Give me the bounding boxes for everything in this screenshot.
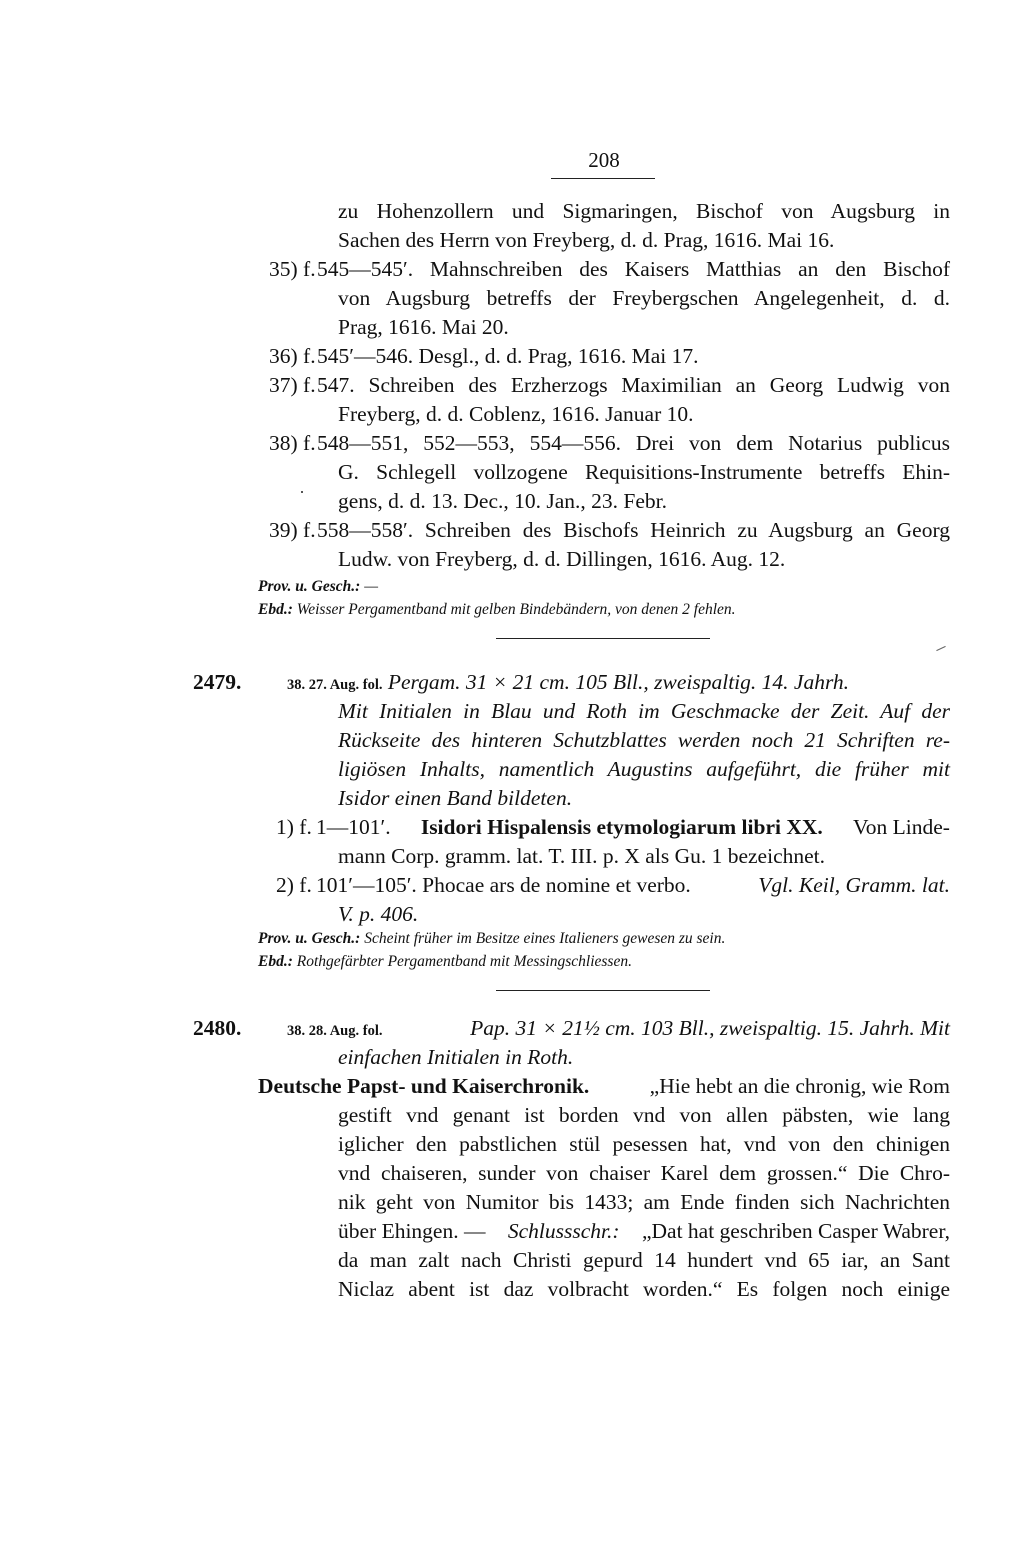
prov-text: Scheint früher im Besitze eines Italieners gewesen zu sein. xyxy=(360,930,726,947)
text-line: zu Hohenzollern und Sigmaringen, Bischof von Augsburg in xyxy=(338,199,950,223)
item-number: 1) f. xyxy=(276,815,312,839)
description-line: ligiösen Inhalts, namentlich Augustins aufgeführt, die früher mit xyxy=(338,757,950,781)
entry-number: 2479. xyxy=(193,670,242,694)
ebd-label: Ebd.: xyxy=(258,953,293,970)
text-line: Freyberg, d. d. Coblenz, 1616. Januar 10. xyxy=(338,402,694,426)
text-line: G. Schlegell vollzogene Requisitions-Instrumente betreffs Ehin- xyxy=(338,460,950,484)
text-line: gens, d. d. 13. Dec., 10. Jan., 23. Febr. xyxy=(338,489,668,513)
text-line: gestift vnd genant ist borden vnd von allen päbsten, wie lang xyxy=(338,1103,950,1127)
text-line: Prag, 1616. Mai 20. xyxy=(338,315,509,339)
text-line: mann Corp. gramm. lat. T. III. p. X als Gu. 1 bezeichnet. xyxy=(338,844,826,868)
binding-line xyxy=(258,599,736,621)
item-line xyxy=(316,813,950,842)
colophon-label: Schlussschr.: xyxy=(507,1219,620,1243)
provenance-line xyxy=(258,576,378,598)
item-number: 39) f. xyxy=(269,518,316,542)
separator-rule xyxy=(496,638,710,639)
reference-text: Vgl. Keil, Gramm. lat. xyxy=(758,873,950,897)
text-line: Sachen des Herrn von Freyberg, d. d. Prag, 1616. Mai 16. xyxy=(338,228,835,252)
work-title: Isidori Hispalensis etymologiarum libri XX. xyxy=(420,815,823,839)
ebd-text: Rothgefärbter Pergamentband mit Messingschliessen. xyxy=(292,953,632,970)
description-line: Rückseite des hinteren Schutzblattes werden noch 21 Schriften re- xyxy=(338,728,950,752)
entry-header-line xyxy=(287,668,950,700)
text-line: nik geht von Numitor bis 1433; am Ende finden sich Nachrichten xyxy=(338,1190,950,1214)
text-line: von Augsburg betreffs der Freybergschen Angelegenheit, d. d. xyxy=(338,286,950,310)
page-number-rule xyxy=(551,178,655,179)
separator-rule xyxy=(496,990,710,991)
item-line xyxy=(316,871,950,900)
provenance-line xyxy=(258,928,725,950)
prov-text: — xyxy=(360,578,378,595)
work-title: Deutsche Papst- und Kaiserchronik. xyxy=(258,1074,590,1098)
item-number: 36) f. xyxy=(269,344,316,368)
text-line: iglicher den pabstlichen stül pesessen hat, vnd von den chinigen xyxy=(338,1132,950,1156)
shelf-mark: 38. 28. Aug. fol. xyxy=(287,1023,383,1039)
work-heading-line xyxy=(258,1072,950,1101)
reference-line: V. p. 406. xyxy=(338,902,419,926)
text-line: 548—551, 552—553, 554—556. Drei von dem Notarius publicus xyxy=(317,431,950,455)
prov-label: Prov. u. Gesch.: xyxy=(258,930,361,947)
shelf-mark: 38. 27. Aug. fol. xyxy=(287,677,383,693)
binding-line xyxy=(258,951,632,973)
text-line: 545′—546. Desgl., d. d. Prag, 1616. Mai 17. xyxy=(317,344,699,368)
text-line: Ludw. von Freyberg, d. d. Dillingen, 1616. Aug. 12. xyxy=(338,547,786,571)
text-line: 547. Schreiben des Erzherzogs Maximilian an Georg Ludwig von xyxy=(317,373,950,397)
description-text: Pap. 31 × 21½ cm. 103 Bll., zweispaltig. 15. Jahrh. Mit xyxy=(470,1016,950,1040)
stray-mark xyxy=(936,646,945,651)
text-line: Niclaz abent ist daz volbracht worden.“ Es folgen noch einige xyxy=(338,1277,950,1301)
item-number: 38) f. xyxy=(269,431,316,455)
description-line: Mit Initialen in Blau und Roth im Geschmacke der Zeit. Auf der xyxy=(338,699,950,723)
description-line: einfachen Initialen in Roth. xyxy=(338,1045,574,1069)
item-number: 35) f. xyxy=(269,257,316,281)
item-text: 101′—105′. Phocae ars de nomine et verbo. xyxy=(316,873,691,897)
ebd-label: Ebd.: xyxy=(258,601,293,618)
entry-header-line xyxy=(287,1014,950,1046)
description-text: Pergam. 31 × 21 cm. 105 Bll., zweispaltig. 14. Jahrh. xyxy=(387,670,850,694)
entry-number: 2480. xyxy=(193,1016,242,1040)
text-line: da man zalt nach Christi gepurd 14 hundert vnd 65 iar, an Sant xyxy=(338,1248,950,1272)
item-ref: 1—101′. xyxy=(316,815,391,839)
prov-label: Prov. u. Gesch.: xyxy=(258,578,361,595)
text-fragment: über Ehingen. — xyxy=(338,1219,486,1243)
text-fragment: „Dat hat geschriben Casper Wabrer, xyxy=(641,1219,950,1243)
item-number: 37) f. xyxy=(269,373,316,397)
text-line: 558—558′. Schreiben des Bischofs Heinrich zu Augsburg an Georg xyxy=(317,518,950,542)
item-text: Von Linde- xyxy=(853,815,950,839)
text-line: vnd chaiseren, sunder von chaiser Karel dem grossen.“ Die Chro- xyxy=(338,1161,950,1185)
stray-dot xyxy=(301,491,303,493)
description-line: Isidor einen Band bildeten. xyxy=(338,786,573,810)
ebd-text: Weisser Pergamentband mit gelben Bindebändern, von denen 2 fehlen. xyxy=(292,601,736,618)
item-number: 2) f. xyxy=(276,873,312,897)
text-line: 545—545′. Mahnschreiben des Kaisers Matthias an den Bischof xyxy=(317,257,950,281)
incipit-text: „Hie hebt an die chronig, wie Rom xyxy=(649,1074,950,1098)
text-line xyxy=(338,1217,950,1246)
page-number: 208 xyxy=(588,148,620,172)
